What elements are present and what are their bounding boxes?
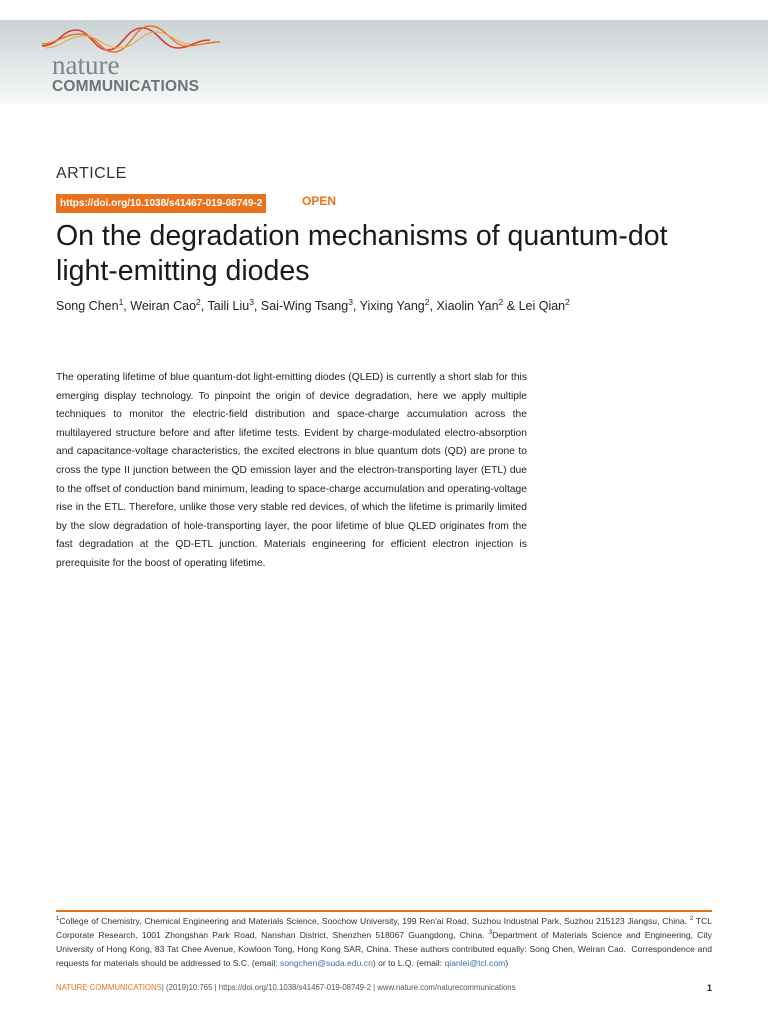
page-number: 1: [706, 983, 712, 993]
author: Weiran Cao$^2$,: [130, 296, 208, 313]
logo-nature-text: nature: [52, 50, 120, 80]
email-link-chen[interactable]: songchen@suda.edu.cn: [280, 958, 373, 968]
author-affiliation-ref: 3: [249, 296, 254, 307]
article-title: On the degradation mechanisms of quantum-dot light-emitting diodes: [56, 220, 668, 287]
article-type-label: ARTICLE: [56, 165, 127, 182]
author-list: [56, 297, 736, 315]
author: Xiaolin Yan$^2$ &: [436, 296, 519, 313]
author-name[interactable]: Sai-Wing Tsang: [260, 299, 349, 313]
author-affiliation-ref: 1: [118, 296, 124, 307]
author-affiliation-ref: 3: [348, 296, 353, 307]
author: Taili Liu$^3$,: [207, 296, 261, 313]
affiliation-3: Department of Materials Science and Engineering, City University of Hong Kong, 83 Tat Chee Avenue, Kowloon Tong, Hong Kong SAR, China. These authors contributed equally: Song Chen, Weiran Cao.: [56, 930, 712, 954]
abstract: The operating lifetime of blue quantum-dot light-emitting diodes (QLED) is currently a short slab for this emerging display technology. To pinpoint the origin of device degradation, here we apply multiple techniques to monitor the electric-field distribution and space-charge accumulation across the multilayered structure before and after lifetime tests. Evident by charge-modulated electro-absorption and capacitance-voltage characteristics, the excited electrons in blue quantum dots (QD) are prone to cross the type II junction between the QD emission layer and the electron-transporting layer (ETL) due to the offset of conduction band minimum, leading to space-charge accumulation and operating-voltage rise in the ETL. Therefore, unlike those very stable red devices, of which the lifetime is primarily limited by the slow degradation of hole-transporting layer, the poor lifetime of blue QLED originates from the fast degradation at the QD-ETL junction. Materials engineering for efficient electron injection is prerequisite for the boost of operating lifetime.: [56, 372, 527, 569]
author: Yixing Yang$^2$,: [359, 296, 437, 313]
author-affiliation-ref: 2: [565, 296, 570, 307]
logo-communications-text: COMMUNICATIONS: [52, 78, 200, 95]
author-name[interactable]: Yixing Yang: [359, 299, 425, 313]
author: Sai-Wing Tsang$^3$,: [260, 296, 360, 313]
affiliations: $^1$College of Chemistry, Chemical Engineering and Materials Science, Soochow University, 199 Ren'ai Road, Suzhou Industrial Park, Suzhou 215123 Jiangsu, China. $^2$ TCL Corporate Research, 1001 Zhongshan Park Road, Nanshan District, Shenzhen 518067 Guangdong, China. $^3$Department of Materials Science and Engineering, City University of Hong Kong, 83 Tat Chee Avenue, Kowloon Tong, Hong Kong SAR, China. These authors contributed equally: Song Chen, Weiran Cao. Correspondence and requests for materials should be addressed to S.C. (email: songchen@suda.edu.cn) or to L.Q. (email: qianlei@tcl.com): [56, 916, 712, 968]
author-name[interactable]: Xiaolin Yan: [436, 299, 499, 313]
author-affiliation-ref: 2: [424, 296, 430, 307]
footer-citation: | (2019)10:765 | https://doi.org/10.1038/s41467-019-08749-2 | www.nature.com/naturecommunications: [161, 983, 516, 992]
author-affiliation-ref: 2: [498, 296, 504, 307]
author-name[interactable]: Taili Liu: [207, 299, 250, 313]
author-name[interactable]: Song Chen: [56, 299, 119, 313]
open-access-badge: OPEN: [302, 194, 337, 208]
footer-journal-name[interactable]: NATURE COMMUNICATIONS: [56, 983, 162, 992]
email-link-qian[interactable]: qianlei@tcl.com: [444, 958, 506, 968]
affiliation-1: College of Chemistry, Chemical Engineering and Materials Science, Soochow University, 199 Ren'ai Road, Suzhou Industrial Park, Suzhou 215123 Jiangsu, China.: [59, 916, 688, 926]
author: [518, 296, 570, 313]
author-name[interactable]: Weiran Cao: [130, 299, 197, 313]
author-name[interactable]: Lei Qian: [518, 299, 566, 313]
page-footer: [56, 981, 712, 995]
author: Song Chen$^1$,: [56, 296, 131, 313]
journal-logo[interactable]: [40, 22, 260, 102]
affiliation-2: TCL Corporate Research, 1001 Zhongshan Park Road, Nanshan District, Shenzhen 518067 Guangdong, China.: [56, 916, 712, 940]
affiliation-divider: [56, 910, 712, 912]
correspondence-text: Correspondence and requests for materials should be addressed to S.C. (email:: [56, 944, 712, 968]
author-affiliation-ref: 2: [196, 296, 201, 307]
doi-link[interactable]: https://doi.org/10.1038/s41467-019-08749-2: [56, 194, 266, 213]
